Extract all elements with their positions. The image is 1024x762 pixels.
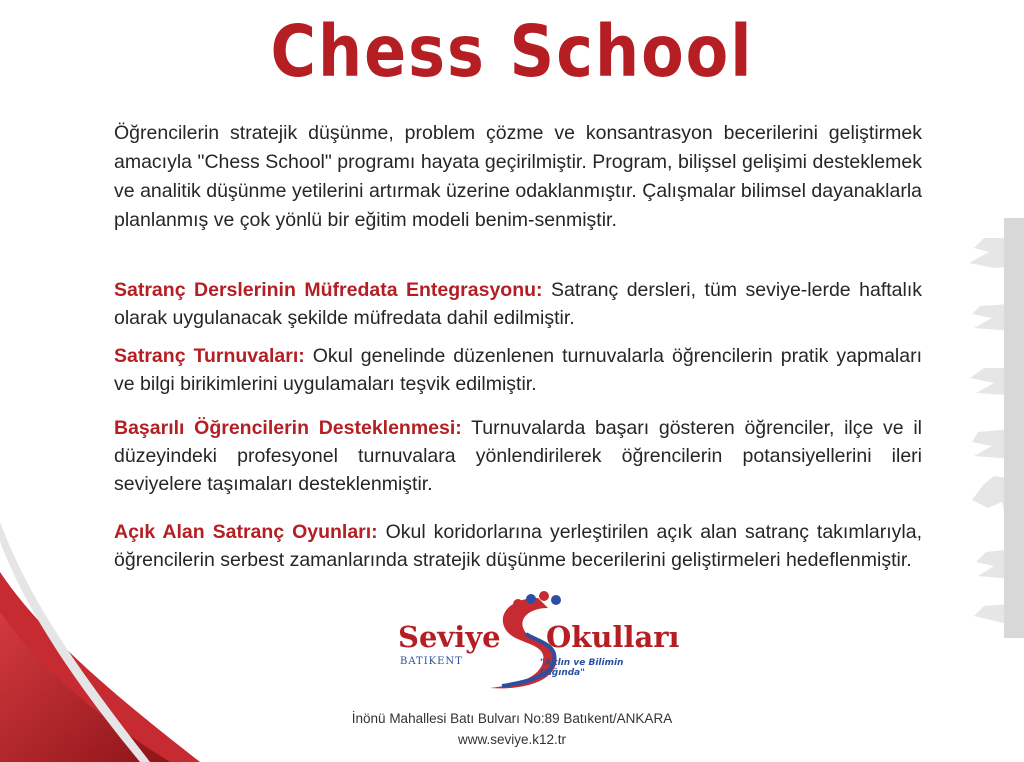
chess-pieces-decoration	[914, 218, 1024, 638]
footer	[0, 708, 1024, 750]
section-heading: Açık Alan Satranç Oyunları:	[114, 521, 378, 543]
section-successful-students	[114, 414, 922, 498]
section-body: Okul genelinde düzenlenen turnuvalarla öğrencilerin pratik yapmaları ve bilgi birikimlerini uygulamaları teşvik edilmiştir.	[114, 345, 922, 395]
section-heading: Başarılı Öğrencilerin Desteklenmesi:	[114, 417, 462, 439]
section-curriculum	[114, 276, 922, 332]
footer-address: İnönü Mahallesi Batı Bulvarı No:89 Batıkent/ANKARA	[351, 711, 673, 726]
section-tournaments	[114, 342, 922, 398]
logo-sub-left: BATIKENT	[400, 656, 463, 667]
logo-slogan: "Aklın ve Bilimin Işığında"	[540, 658, 624, 678]
section-heading: Satranç Derslerinin Müfredata Entegrasyonu:	[114, 279, 543, 301]
section-body: Turnuvalarda başarı gösteren öğrenciler, ilçe ve il düzeyindeki profesyonel turnuvalara yönlendirilerek öğrencilerin potansiyellerini ileri seviyelere taşımaları desteklenmiştir.	[114, 417, 922, 495]
intro-paragraph: Öğrencilerin stratejik düşünme, problem çözme ve konsantrasyon becerilerini geliştirmek amacıyla "Chess School" programı hayata geçirilmiştir. Program, bilişsel gelişimi desteklemek ve analitik düşünme yetilerini artırmak üzerine odaklanmıştır. Çalışmalar bilimsel dayanaklarla planlanmış ve çok yönlü bir eğitim modeli benim-senmiştir.	[114, 122, 922, 231]
section-body: Satranç dersleri, tüm seviye-lerde haftalık olarak uygulanacak şekilde müfredata dahil edilmiştir.	[114, 279, 922, 329]
section-body: Okul koridorlarına yerleştirilen açık alan satranç takımlarıyla, öğrencilerin serbest zamanlarında stratejik düşünme becerilerini geliştirmeleri hedeflenmiştir.	[114, 521, 923, 571]
logo-word-right: Okulları	[546, 620, 680, 654]
section-heading: Satranç Turnuvaları:	[114, 345, 305, 367]
logo-word-left: Seviye	[398, 620, 501, 654]
school-logo	[398, 590, 680, 695]
footer-website: www.seviye.k12.tr	[457, 732, 567, 747]
page-title: Chess School	[270, 9, 754, 94]
section-open-air-chess	[114, 518, 922, 574]
